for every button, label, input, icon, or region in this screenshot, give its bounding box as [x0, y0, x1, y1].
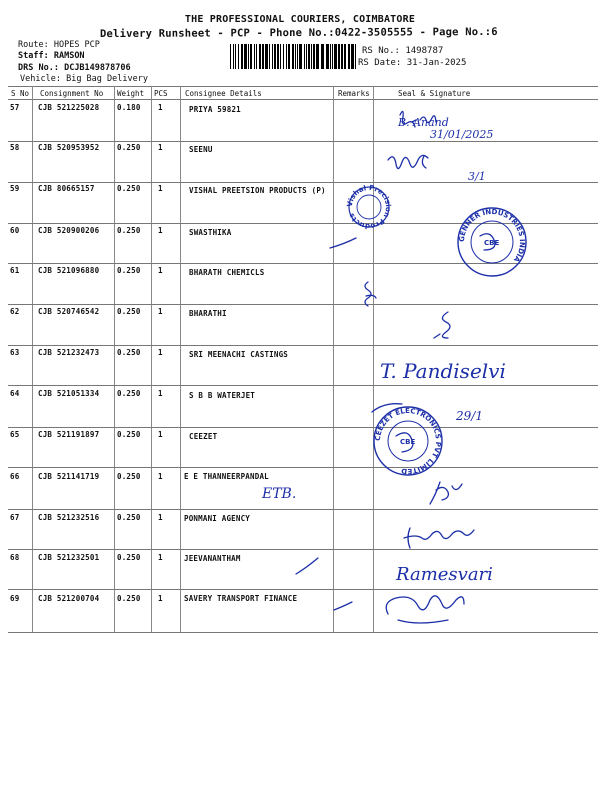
row-weight: 0.250 [117, 472, 141, 481]
col-head-seal: Seal & Signature [398, 89, 471, 98]
ceezet-stamp-text: CEEZET ELECTRONICS PVT LIMITED [373, 406, 443, 476]
row-rule [8, 427, 598, 428]
row-pcs: 1 [158, 553, 163, 562]
row-consignment: CJB 521191897 [38, 430, 100, 439]
signature-57-date: 31/01/2025 [430, 128, 494, 141]
row-consignee: S B B WATERJET [189, 391, 256, 400]
row-consignee: CEEZET [189, 432, 218, 441]
row-weight: 0.250 [117, 266, 141, 275]
row-weight: 0.250 [117, 594, 141, 603]
table-row [0, 183, 600, 224]
row-weight: 0.180 [117, 103, 141, 112]
table-row [0, 510, 600, 550]
row-weight: 0.250 [117, 348, 141, 357]
row-consignee: PRIYA 59821 [189, 105, 241, 114]
col-head-consignment: Consignment No [40, 89, 104, 98]
barcode [230, 44, 356, 69]
table-row [0, 428, 600, 468]
drs-line [18, 63, 131, 73]
table-row [0, 264, 600, 305]
col-head-consignee: Consignee Details [185, 89, 262, 98]
row-rule [8, 263, 598, 264]
row-rule [8, 141, 598, 142]
row-sno: 57 [10, 103, 20, 112]
row-consignment: CJB 521096880 [38, 266, 100, 275]
table-row [0, 590, 600, 632]
signature-63-name: T. Pandiselvi [380, 359, 506, 383]
table-row [0, 346, 600, 386]
row-sno: 69 [10, 594, 20, 603]
table-row [0, 386, 600, 428]
row-consignee: BHARATH CHEMICLS [189, 268, 265, 277]
col-head-sno: S No [11, 89, 30, 98]
vishal-stamp-text: Vishal Precision Products [345, 183, 393, 231]
rs-number: RS No.: 1498787 [362, 46, 444, 56]
row-consignment: CJB 520900206 [38, 226, 100, 235]
row-consignee: JEEVANANTHAM [184, 554, 241, 563]
row-consignee: VISHAL PREETSION PRODUCTS (P) [189, 186, 326, 195]
company-title: THE PROFESSIONAL COURIERS, COIMBATORE [184, 14, 416, 25]
route-line [18, 40, 100, 50]
note-66: ETB. [262, 486, 297, 502]
ceezet-stamp-center: CBE [400, 438, 416, 446]
row-weight: 0.250 [117, 553, 141, 562]
drs-value: DCJB149878706 [64, 63, 131, 73]
row-consignment: CJB 521232473 [38, 348, 100, 357]
rs-date: RS Date: 31-Jan-2025 [358, 58, 467, 68]
row-consignee: BHARATHI [189, 309, 227, 318]
row-sno: 61 [10, 266, 20, 275]
row-rule [8, 223, 598, 224]
row-weight: 0.250 [117, 389, 141, 398]
runsheet-title: Delivery Runsheet - PCP - Phone No.:0422-3505555 - Page No.:6 [99, 25, 498, 41]
row-sno: 66 [10, 472, 20, 481]
staff-line [18, 51, 85, 61]
row-weight: 0.250 [117, 226, 141, 235]
table-row [0, 550, 600, 590]
table-row [0, 100, 600, 142]
row-consignment: CJB 521232516 [38, 513, 100, 522]
row-consignment: CJB 520953952 [38, 143, 100, 152]
row-pcs: 1 [158, 472, 163, 481]
row-rule [8, 467, 598, 468]
row-rule [8, 509, 598, 510]
row-consignment: CJB 80665157 [38, 184, 95, 193]
row-consignment: CJB 521225028 [38, 103, 100, 112]
row-consignee: PONMANI AGENCY [184, 514, 251, 523]
row-weight: 0.250 [117, 430, 141, 439]
row-pcs: 1 [158, 389, 163, 398]
row-weight: 0.250 [117, 307, 141, 316]
genner-stamp-text: GENNER INDUSTRIES INDIA [457, 207, 527, 264]
row-weight: 0.250 [117, 513, 141, 522]
row-consignment: CJB 521051334 [38, 389, 100, 398]
row-consignment: CJB 521141719 [38, 472, 100, 481]
row-weight: 0.250 [117, 143, 141, 152]
col-head-remarks: Remarks [338, 89, 370, 98]
genner-stamp-center: CBE [484, 239, 500, 247]
row-sno: 63 [10, 348, 20, 357]
table-row [0, 468, 600, 510]
row-consignee: SRI MEENACHI CASTINGS [189, 350, 289, 359]
row-sno: 58 [10, 143, 20, 152]
route-label: Route: [18, 40, 49, 50]
row-consignee: E E THANNEERPANDAL [184, 472, 269, 481]
table-row [0, 224, 600, 264]
route-value: HOPES PCP [53, 40, 100, 50]
vehicle-line [20, 74, 148, 84]
row-consignee: SAVERY TRANSPORT FINANCE [184, 594, 298, 603]
row-consignee: SEENU [189, 145, 213, 154]
row-rule [8, 549, 598, 550]
table-bottom-rule [8, 632, 598, 633]
row-pcs: 1 [158, 184, 163, 193]
row-rule [8, 304, 598, 305]
table-row [0, 142, 600, 183]
row-rule [8, 385, 598, 386]
row-pcs: 1 [158, 266, 163, 275]
row-pcs: 1 [158, 143, 163, 152]
row-pcs: 1 [158, 307, 163, 316]
vehicle-label: Vehicle: [20, 74, 61, 84]
row-consignee: SWASTHIKA [189, 228, 232, 237]
row-consignment: CJB 521232501 [38, 553, 100, 562]
row-pcs: 1 [158, 513, 163, 522]
row-sno: 68 [10, 553, 20, 562]
row-pcs: 1 [158, 348, 163, 357]
staff-value: RAMSON [53, 51, 85, 61]
row-sno: 59 [10, 184, 20, 193]
signature-64-date: 29/1 [456, 409, 483, 423]
row-pcs: 1 [158, 226, 163, 235]
row-rule [8, 589, 598, 590]
row-rule [8, 345, 598, 346]
drs-label: DRS No.: [18, 63, 59, 73]
row-weight: 0.250 [117, 184, 141, 193]
row-sno: 62 [10, 307, 20, 316]
row-consignment: CJB 520746542 [38, 307, 100, 316]
row-sno: 65 [10, 430, 20, 439]
row-sno: 67 [10, 513, 20, 522]
row-pcs: 1 [158, 594, 163, 603]
row-pcs: 1 [158, 103, 163, 112]
row-sno: 64 [10, 389, 20, 398]
row-pcs: 1 [158, 430, 163, 439]
col-head-weight: Weight [117, 89, 145, 98]
signature-68-name: Ramesvari [396, 564, 493, 585]
signature-58-date: 3/1 [468, 170, 486, 183]
col-head-pcs: PCS [154, 89, 168, 98]
table-top-rule [8, 86, 598, 87]
staff-label: Staff: [18, 51, 49, 61]
row-consignment: CJB 521200704 [38, 594, 100, 603]
vehicle-value: Big Bag Delivery [66, 74, 148, 84]
row-sno: 60 [10, 226, 20, 235]
row-rule [8, 182, 598, 183]
table-row [0, 305, 600, 346]
signature-57-name: B. Anand [398, 116, 449, 129]
